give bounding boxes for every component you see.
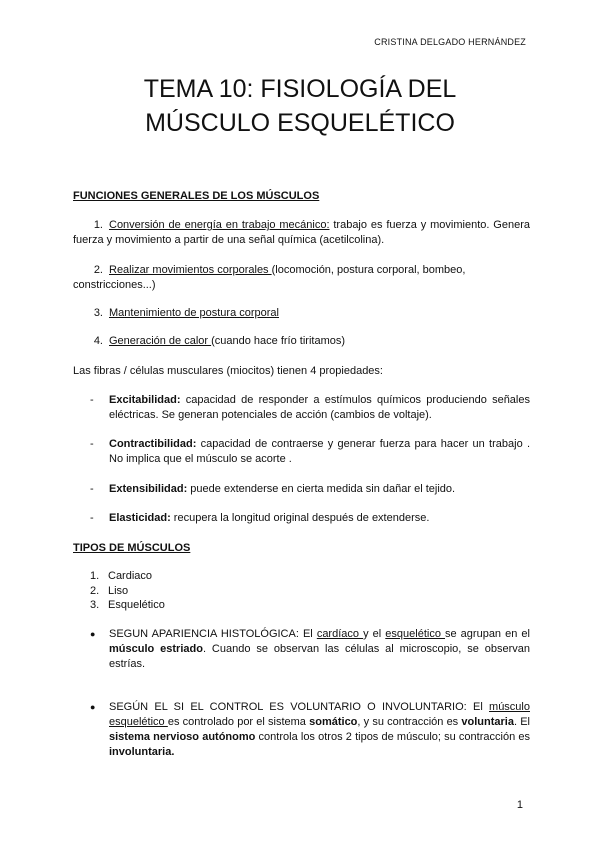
- section-heading-tipos: TIPOS DE MÚSCULOS: [73, 542, 191, 554]
- title-line-1: TEMA 10: FISIOLOGÍA DEL: [143, 75, 457, 103]
- list-item: [90, 569, 165, 584]
- text-run: cardíaco: [316, 628, 364, 640]
- property-term: Extensibilidad:: [109, 483, 188, 495]
- dash-marker: -: [90, 394, 94, 406]
- item-label: Mantenimiento de postura corporal: [109, 307, 279, 319]
- item-label: Esquelético: [108, 599, 165, 611]
- bullet-item-control: [90, 700, 530, 760]
- text-run: SEGUN APARIENCIA HISTOLÓGICA: El: [109, 628, 317, 640]
- bullet-icon: ●: [90, 629, 96, 639]
- list-item: [90, 584, 165, 599]
- muscle-types-list: [90, 569, 165, 613]
- bullet-icon: ●: [90, 702, 96, 712]
- text-run: . Cuando se observan las células al microscopio, se observan estrías.: [109, 643, 531, 670]
- list-item: [73, 218, 530, 248]
- text-run: músculo esquelético: [109, 701, 530, 728]
- author-header: CRISTINA DELGADO HERNÁNDEZ: [374, 37, 526, 47]
- dash-marker: -: [90, 512, 94, 524]
- section-heading-funciones: FUNCIONES GENERALES DE LOS MÚSCULOS: [73, 190, 320, 202]
- list-number: 3.: [90, 599, 100, 611]
- bullet-item-histologica: [90, 627, 530, 672]
- title-line-2: MÚSCULO ESQUELÉTICO: [145, 109, 455, 137]
- item-label: Realizar movimientos corporales: [109, 264, 272, 276]
- property-text: capacidad de responder a estímulos químicos produciendo señales eléctricas. Se generan potenciales de acción (cambios de voltaje).: [109, 394, 530, 421]
- item-text: trabajo es fuerza y movimiento. Genera fuerza y movimiento a partir de una señal química (acetilcolina).: [73, 219, 530, 246]
- text-run: SEGÚN EL SI EL CONTROL ES VOLUNTARIO O INVOLUNTARIO: El: [109, 701, 490, 713]
- property-item: [90, 511, 530, 526]
- property-term: Contractibilidad:: [109, 438, 197, 450]
- item-text: (cuando hace frío tiritamos): [211, 335, 346, 347]
- text-run: involuntaria.: [109, 746, 175, 758]
- item-label: Cardiaco: [108, 570, 153, 582]
- page-title: [0, 72, 600, 140]
- dash-marker: -: [90, 483, 94, 495]
- item-text: (locomoción, postura corporal, bombeo, constricciones...): [73, 264, 466, 291]
- properties-intro: Las fibras / células musculares (miocitos) tienen 4 propiedades:: [73, 365, 383, 377]
- list-number: 1.: [90, 570, 100, 582]
- list-number: 2.: [93, 264, 103, 276]
- property-item: [90, 482, 530, 497]
- list-item: [73, 263, 530, 293]
- property-item: [90, 437, 530, 467]
- property-text: capacidad de contraerse y generar fuerza para hacer un trabajo . No implica que el músculo se acorte .: [109, 438, 530, 465]
- item-label: Conversión de energía en trabajo mecánico:: [109, 219, 330, 231]
- list-number: 4.: [93, 335, 103, 347]
- property-term: Excitabilidad:: [109, 394, 181, 406]
- property-text: recupera la longitud original después de extenderse.: [170, 512, 430, 524]
- text-run: y el: [363, 628, 386, 640]
- text-run: es controlado por el sistema: [167, 716, 310, 728]
- page-number: 1: [516, 799, 523, 811]
- list-item: [73, 306, 530, 321]
- text-run: esquelético: [385, 628, 445, 640]
- list-number: 1.: [93, 219, 103, 231]
- text-run: somático: [309, 716, 358, 728]
- text-run: músculo estriado: [109, 643, 203, 655]
- text-run: controla los otros 2 tipos de músculo; su contracción es: [255, 731, 530, 743]
- property-text: puede extenderse en cierta medida sin dañar el tejido.: [187, 483, 456, 495]
- list-item: [90, 598, 165, 613]
- property-term: Elasticidad:: [109, 512, 171, 524]
- text-run: , y su contracción es: [357, 716, 462, 728]
- property-item: [90, 393, 530, 423]
- text-run: se agrupan en el: [445, 628, 530, 640]
- list-number: 2.: [90, 584, 100, 597]
- text-run: voluntaria: [461, 716, 514, 728]
- item-label: Generación de calor: [109, 335, 212, 347]
- list-number: 3.: [93, 307, 103, 319]
- text-run: . El: [513, 716, 530, 728]
- list-item: [73, 334, 530, 349]
- dash-marker: -: [90, 438, 94, 450]
- text-run: sistema nervioso autónomo: [109, 731, 256, 743]
- item-label: Liso: [108, 584, 129, 597]
